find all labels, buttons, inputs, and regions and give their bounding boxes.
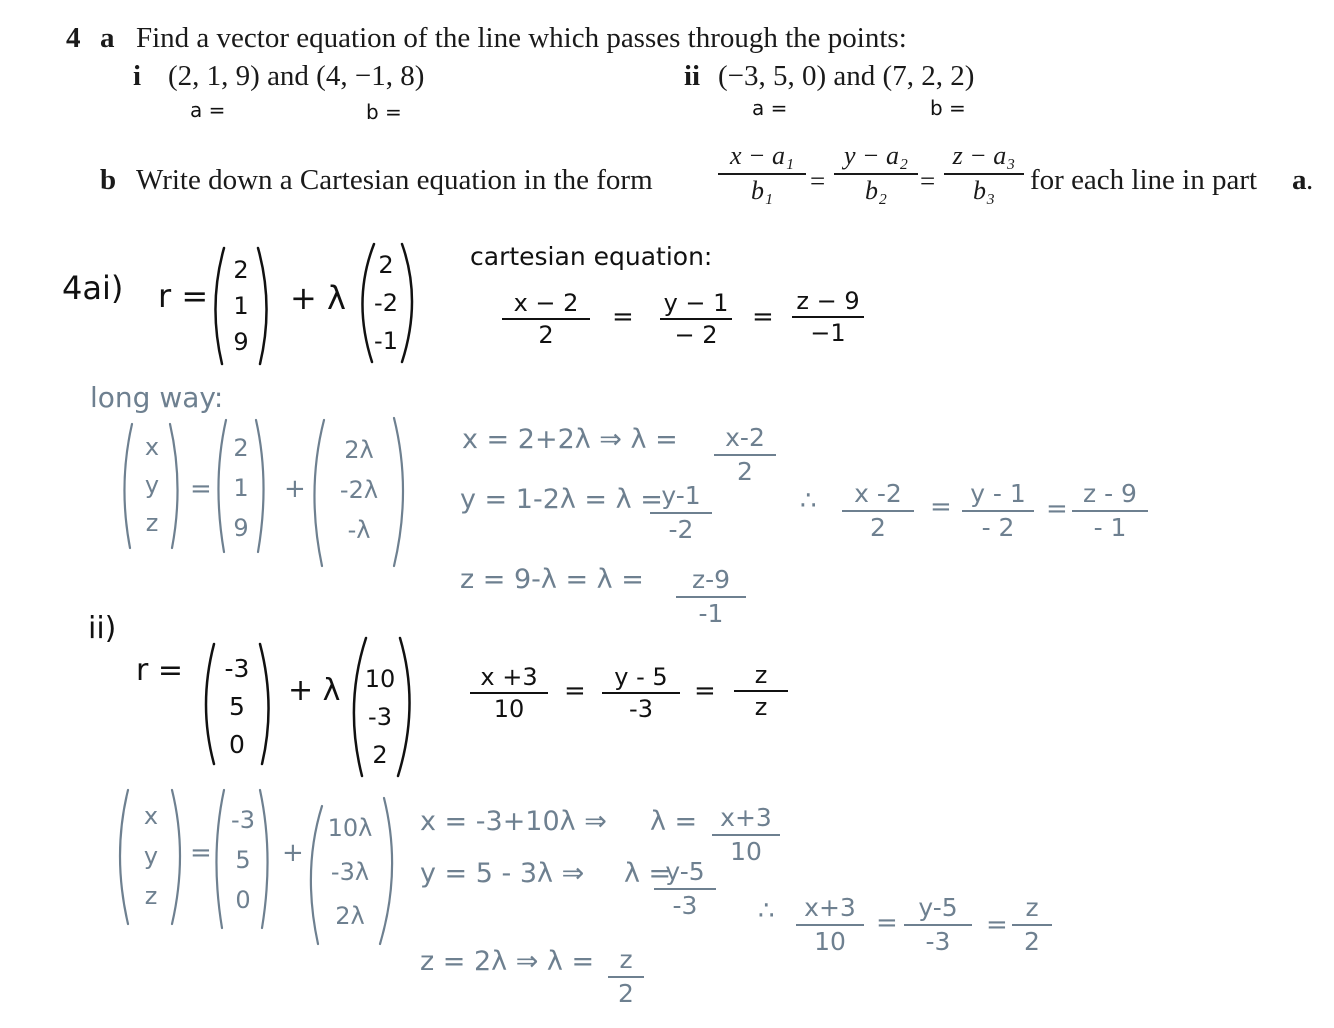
cartesian-ii-term-3 <box>734 662 788 721</box>
long-way-i-pos-vector <box>226 428 256 548</box>
long-way-i-y-frac <box>650 482 712 543</box>
cartesian-ii-eq-2: = <box>694 676 716 706</box>
long-way-ii-result-1 <box>796 894 864 955</box>
long-way-i-z-frac <box>676 566 746 627</box>
long-way-ii-result-3 <box>1012 894 1052 955</box>
long-way-i-result-3 <box>1072 480 1148 541</box>
frac-den: - 1 <box>1093 512 1127 542</box>
frac-den: z <box>754 693 768 722</box>
cartesian-ii-term-1 <box>470 664 548 723</box>
long-way-ii-therefore: ∴ <box>758 896 775 926</box>
long-way-i-x-line: x = 2+2λ ⇒ λ = <box>462 424 678 455</box>
long-way-ii-z-frac <box>608 946 644 1007</box>
frac-den: 2 <box>618 978 634 1008</box>
cartesian-i-eq-2: = <box>752 302 774 332</box>
part-i-label: i <box>133 60 142 92</box>
vector-entry: -2 <box>374 289 398 317</box>
vector-entry: -1 <box>374 327 398 355</box>
vector-entry: 9 <box>233 514 249 542</box>
note-a-ii: a = <box>752 96 788 120</box>
frac-den: 10 <box>730 836 762 866</box>
frac-num: z - 9 <box>1083 479 1137 508</box>
form-eq-2: = <box>920 166 936 196</box>
long-way-ii-result-2 <box>904 894 972 955</box>
vector-entry: x <box>144 433 160 461</box>
long-way-ii-y-lambda: λ = <box>624 858 672 889</box>
frac-num: y-1 <box>661 481 701 510</box>
frac-den: -3 <box>672 890 698 920</box>
long-way-ii-dir-vector <box>318 806 382 938</box>
part-a-text: Find a vector equation of the line which passes through the points: <box>136 22 907 54</box>
frac-den: -3 <box>925 926 951 956</box>
vector-entry: 0 <box>229 730 245 759</box>
long-way-i-dir-vector <box>328 430 390 550</box>
frac-num: x -2 <box>854 479 902 508</box>
vector-entry: -3 <box>231 806 255 834</box>
solution-i-r-eq: r = <box>158 277 209 315</box>
cartesian-i-eq-1: = <box>612 302 634 332</box>
part-i-points: (2, 1, 9) and (4, −1, 8) <box>168 60 425 92</box>
frac-den: 10 <box>493 695 525 724</box>
vector-entry: -3 <box>224 654 250 683</box>
frac-den: -1 <box>698 598 724 628</box>
vector-entry: y <box>143 842 159 870</box>
frac-den: − 2 <box>674 321 718 350</box>
frac-den: -3 <box>629 695 653 724</box>
frac-den: −1 <box>810 319 846 348</box>
vector-entry: z <box>145 509 159 537</box>
part-b-tail: for each line in part <box>1030 164 1258 196</box>
long-way-i-x-frac <box>714 424 776 485</box>
vector-entry: -3λ <box>330 858 370 886</box>
vector-entry: 2λ <box>335 902 365 930</box>
long-way-i-z-line: z = 9-λ = λ = <box>460 564 644 595</box>
long-way-ii-y-frac <box>654 858 716 919</box>
vector-entry: 10λ <box>327 814 373 842</box>
vector-entry: 2 <box>378 251 394 279</box>
note-b-ii: b = <box>930 96 966 120</box>
solution-i-plus-lambda: + λ <box>290 279 346 317</box>
part-b-tail-end: . <box>1306 164 1314 196</box>
long-way-i-eq-a: = <box>930 492 952 522</box>
long-way-i-plus: + <box>284 474 306 504</box>
cartesian-ii-eq-1: = <box>564 676 586 706</box>
long-way-i-result-2 <box>962 480 1034 541</box>
vector-entry: 1 <box>233 474 249 502</box>
cartesian-ii-term-2 <box>602 664 680 723</box>
long-way-i-result-1 <box>842 480 914 541</box>
frac-num: y - 1 <box>970 479 1026 508</box>
solution-i-position-vector <box>226 252 256 360</box>
long-way-ii-x-lambda: λ = <box>650 806 698 837</box>
form-term-1-den: b₁ <box>750 175 774 205</box>
part-a-label: a <box>100 22 115 54</box>
note-b-i: b = <box>366 100 402 124</box>
frac-num: y − 1 <box>663 289 729 317</box>
frac-num: x − 2 <box>513 289 579 317</box>
long-way-ii-plus: + <box>282 838 304 868</box>
long-way-ii-z-line: z = 2λ ⇒ λ = <box>420 946 595 977</box>
part-ii-label: ii <box>684 60 701 92</box>
long-way-i-eq: = <box>190 474 212 504</box>
long-way-ii-x-frac <box>712 804 780 865</box>
solution-i-label: 4ai) <box>62 269 124 307</box>
frac-num: x-2 <box>725 423 765 452</box>
long-way-i-eq-b: = <box>1046 494 1068 524</box>
frac-num: x+3 <box>804 893 856 922</box>
form-term-2-num: y − a₂ <box>843 141 909 170</box>
part-b-tail-bold: a <box>1292 164 1307 196</box>
vector-entry: 10 <box>364 665 396 693</box>
frac-den: 2 <box>1024 926 1040 956</box>
part-ii-points: (−3, 5, 0) and (7, 2, 2) <box>718 60 975 92</box>
vector-entry: 5 <box>229 692 245 721</box>
frac-den: 2 <box>737 456 753 486</box>
cartesian-i-term-3 <box>792 288 864 347</box>
frac-num: z <box>1025 893 1039 922</box>
long-way-ii-eq-b: = <box>986 910 1008 940</box>
form-term-1-num: x − a₁ <box>729 141 795 170</box>
frac-den: - 2 <box>981 512 1015 542</box>
question-number: 4 <box>66 22 81 54</box>
form-eq-1: = <box>810 166 826 196</box>
frac-num: z <box>754 661 768 689</box>
frac-num: y-5 <box>665 857 705 886</box>
cartesian-i-term-1 <box>502 290 590 349</box>
vector-entry: -2λ <box>339 476 379 504</box>
vector-entry: 2 <box>233 434 249 462</box>
part-b-label: b <box>100 164 117 196</box>
vector-entry: y <box>144 471 160 499</box>
long-way-i-therefore: ∴ <box>800 486 817 516</box>
long-way-ii-lhs-vector <box>134 796 168 916</box>
form-term-2-den: b₂ <box>864 175 888 205</box>
note-a-i: a = <box>190 98 226 122</box>
long-way-ii-eq: = <box>190 838 212 868</box>
cartesian-i-term-2 <box>660 290 732 349</box>
vector-entry: 2 <box>233 256 249 284</box>
frac-den: 2 <box>538 321 554 350</box>
long-way-ii-eq-a: = <box>876 908 898 938</box>
long-way-i-lhs-vector <box>136 428 168 542</box>
frac-num: x+3 <box>720 803 772 832</box>
form-term-3-num: z − a₃ <box>952 141 1016 170</box>
vector-entry: x <box>143 802 159 830</box>
frac-num: x +3 <box>480 663 538 691</box>
form-term-3-den: b₃ <box>972 175 996 205</box>
long-way-heading: long way: <box>90 381 224 414</box>
solution-ii-position-vector <box>216 650 258 764</box>
long-way-i-y-line: y = 1-2λ = λ = <box>460 484 663 515</box>
frac-den: -2 <box>668 514 694 544</box>
solution-ii-direction-vector <box>360 660 400 774</box>
frac-den: 2 <box>870 512 886 542</box>
vector-entry: 5 <box>235 846 251 874</box>
frac-num: z − 9 <box>796 287 860 315</box>
long-way-ii-pos-vector <box>226 800 260 920</box>
solution-ii-label: ii) <box>88 611 117 646</box>
long-way-ii-y-line: y = 5 - 3λ ⇒ <box>420 858 585 889</box>
frac-num: y-5 <box>918 893 958 922</box>
vector-entry: 0 <box>235 886 251 914</box>
vector-entry: 2 <box>372 741 388 769</box>
frac-num: y - 5 <box>614 663 668 691</box>
vector-entry: -3 <box>368 703 392 731</box>
frac-den: 10 <box>814 926 846 956</box>
solution-ii-plus-lambda: + λ <box>288 673 341 708</box>
part-b-text: Write down a Cartesian equation in the form <box>136 164 653 196</box>
vector-entry: 1 <box>233 292 249 320</box>
vector-entry: 9 <box>233 328 249 356</box>
frac-num: z-9 <box>691 565 731 594</box>
cartesian-heading: cartesian equation: <box>470 242 713 271</box>
vector-entry: z <box>144 882 158 910</box>
vector-entry: 2λ <box>344 436 374 464</box>
long-way-ii-x-line: x = -3+10λ ⇒ <box>420 806 607 837</box>
solution-i-direction-vector <box>368 246 404 360</box>
vector-entry: -λ <box>347 516 371 544</box>
frac-num: z <box>619 945 633 974</box>
solution-ii-r-eq: r = <box>136 653 184 688</box>
